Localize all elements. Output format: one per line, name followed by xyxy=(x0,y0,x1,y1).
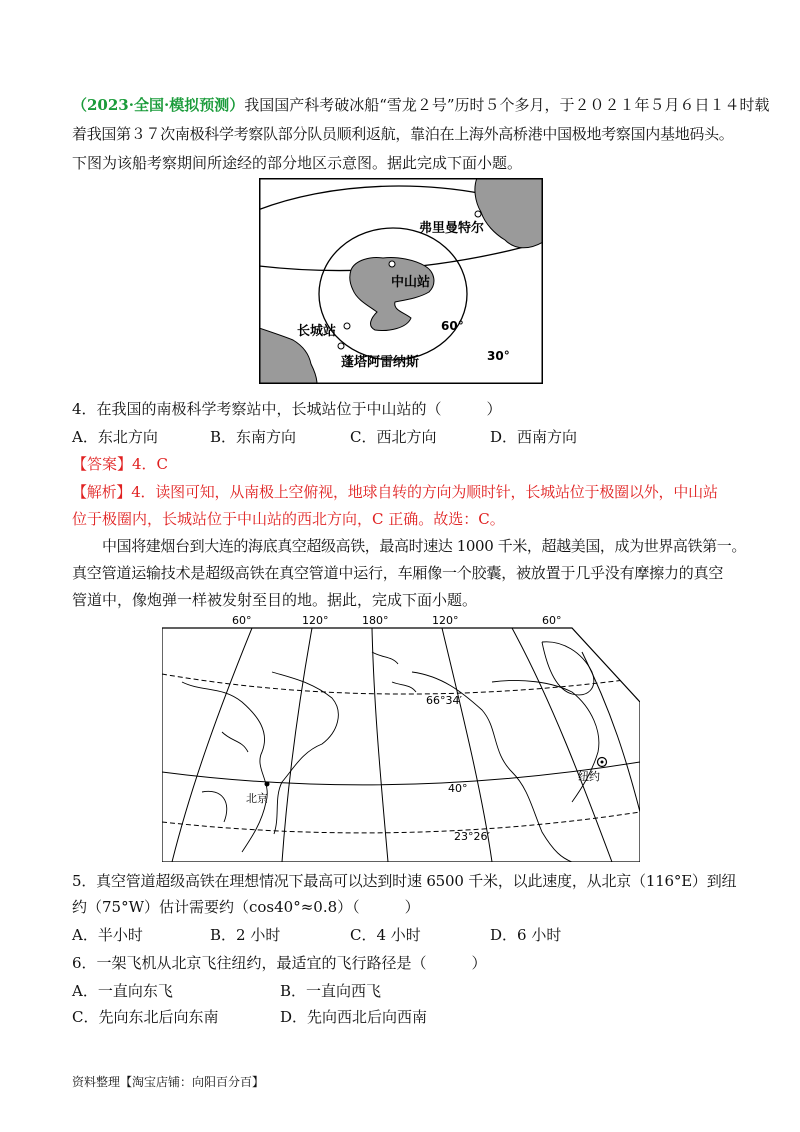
q5-line2: 约（75°W）估计需要约（cos40°≈0.8）（ ） xyxy=(72,898,420,916)
lat30-label: 30° xyxy=(487,349,510,363)
lon-label-5: 60° xyxy=(542,614,562,627)
intro2-line2: 真空管道运输技术是超级高铁在真空管道中运行，车厢像一个胶囊，被放置于几乎没有摩擦力的真空 xyxy=(72,564,724,582)
lon-label-2: 120° xyxy=(302,614,329,627)
lon-label-1: 60° xyxy=(232,614,252,627)
page-footer: 资料整理【淘宝店铺：向阳百分百】 xyxy=(72,1075,265,1089)
changcheng-dot xyxy=(344,323,350,329)
intro1-line1 xyxy=(72,94,770,115)
zhongshan-dot xyxy=(389,261,395,267)
q5-line1: 5．真空管道超级高铁在理想情况下最高可以达到时速 6500 千米，以此速度，从北京（116°E）到纽 xyxy=(72,872,737,890)
lon-label-3: 180° xyxy=(362,614,389,627)
fremantle-label: 弗里曼特尔 xyxy=(419,221,485,236)
punta-label: 蓬塔阿雷纳斯 xyxy=(341,355,420,370)
arctic-label: 66°34′ xyxy=(426,694,462,707)
beijing-label: 北京 xyxy=(246,792,268,805)
source-tag: （2023·全国·模拟预测） xyxy=(72,96,245,114)
intro1-line2: 着我国第３７次南极科学考察队部分队员顺利返航，靠泊在上海外高桥港中国极地考察国内基地码头。 xyxy=(72,125,734,143)
tropic-line xyxy=(162,812,640,833)
q4-option-c: C．西北方向 xyxy=(350,428,437,446)
newyork-label: 纽约 xyxy=(578,770,600,783)
intro2-line3: 管道中，像炮弹一样被发射至目的地。据此，完成下面小题。 xyxy=(72,591,478,609)
changcheng-label: 长城站 xyxy=(297,324,337,339)
q4-option-a: A．东北方向 xyxy=(72,428,158,446)
beijing-dot xyxy=(265,782,270,787)
antarctica-land xyxy=(350,257,434,330)
q4-analysis-line1: 【解析】4．读图可知，从南极上空俯视，地球自转的方向为顺时针，长城站位于极圈以外，中山站 xyxy=(72,483,718,501)
intro2-line1: 中国将建烟台到大连的海底真空超级高铁，最高时速达 1000 千米，超越美国，成为世界高铁第一。 xyxy=(102,537,746,555)
arctic-circle xyxy=(162,674,640,694)
q6-stem: 6．一架飞机从北京飞往纽约，最适宜的飞行路径是（ ） xyxy=(72,954,487,972)
islands xyxy=(372,652,416,692)
q6-option-a: A．一直向东飞 xyxy=(72,982,173,1000)
northern-hemisphere-map xyxy=(162,612,640,862)
lon-label-4: 120° xyxy=(432,614,459,627)
asia-east-coast xyxy=(272,672,338,834)
australia-land xyxy=(475,178,543,248)
intro1-text1: 我国国产科考破冰船“雪龙２号”历时５个多月，于２０２１年５月６日１４时载 xyxy=(244,96,770,114)
q6-option-c: C．先向东北后向东南 xyxy=(72,1008,219,1026)
q5-option-a: A．半小时 xyxy=(72,926,143,944)
q5-option-b: B．2 小时 xyxy=(210,926,281,944)
fremantle-dot xyxy=(475,211,481,217)
tropic-label: 23°26′ xyxy=(454,830,490,843)
q4-answer: 【答案】4．C xyxy=(72,455,169,473)
zhongshan-label: 中山站 xyxy=(391,275,431,290)
lat40-label: 40° xyxy=(448,782,468,795)
q6-option-b: B．一直向西飞 xyxy=(280,982,382,1000)
punta-dot xyxy=(338,343,344,349)
asia-coast xyxy=(182,682,267,852)
q4-stem: 4．在我国的南极科学考察站中，长城站位于中山站的（ ） xyxy=(72,400,502,418)
q4-analysis-line2: 位于极圈内，长城站位于中山站的西北方向，C 正确。故选：C。 xyxy=(72,510,505,528)
q4-option-b: B．东南方向 xyxy=(210,428,297,446)
intro1-line3: 下图为该船考察期间所途经的部分地区示意图。据此完成下面小题。 xyxy=(72,154,523,172)
lat60-label: 60° xyxy=(441,319,464,333)
q6-option-d: D．先向西北后向西南 xyxy=(280,1008,428,1026)
q5-option-c: C．4 小时 xyxy=(350,926,421,944)
lat-40-line xyxy=(162,762,640,785)
greenland-coast xyxy=(542,642,594,695)
antarctic-map xyxy=(259,178,543,384)
q4-option-d: D．西南方向 xyxy=(490,428,578,446)
q5-option-d: D．6 小时 xyxy=(490,926,562,944)
